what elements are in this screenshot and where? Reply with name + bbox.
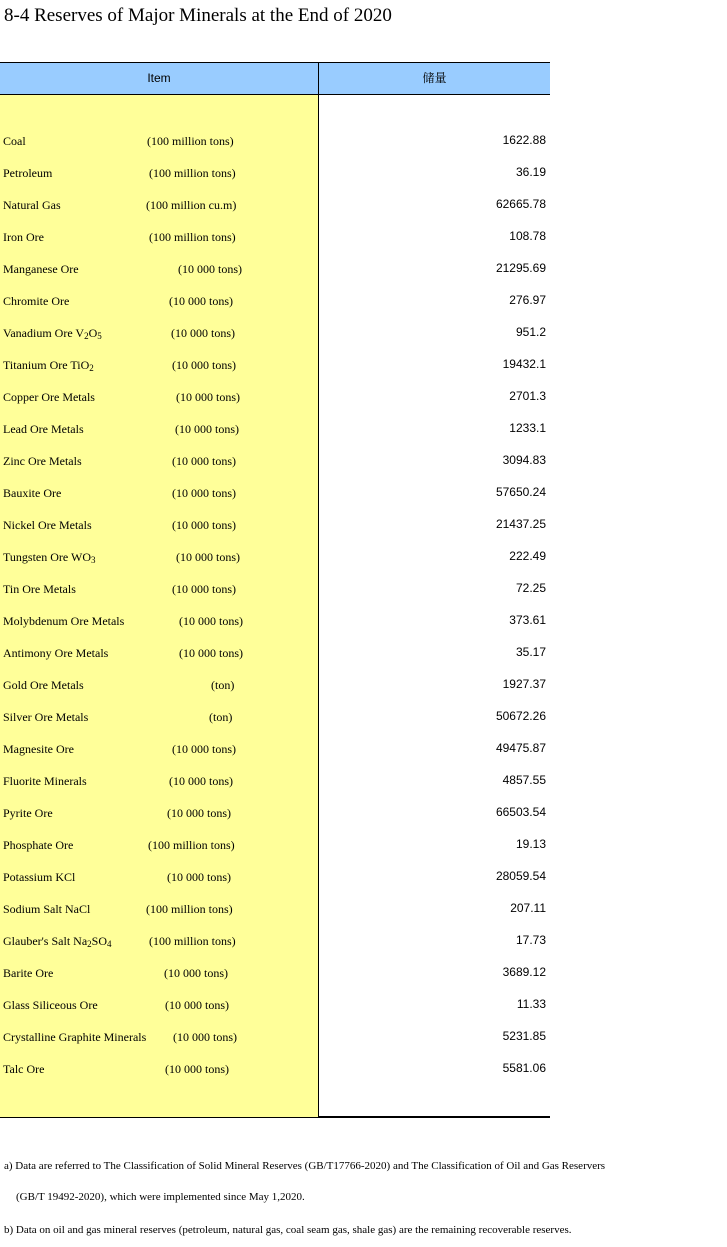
- mineral-name-text: Tin Ore Metals: [3, 582, 76, 596]
- mineral-name: [3, 134, 26, 149]
- unit-label: (100 million cu.m): [146, 198, 237, 212]
- unit-label: (10 000 tons): [172, 582, 236, 596]
- reserve-value: 3689.12: [502, 965, 546, 979]
- unit-label: (10 000 tons): [165, 1062, 229, 1076]
- unit-label: (100 million tons): [148, 838, 235, 852]
- table-row: [0, 478, 550, 510]
- table-row: [0, 382, 550, 414]
- mineral-name: [3, 966, 53, 981]
- table-row: [0, 734, 550, 766]
- mineral-name-text: Coal: [3, 134, 26, 148]
- mineral-name-text: Lead Ore Metals: [3, 422, 84, 436]
- unit-label: (100 million tons): [149, 934, 236, 948]
- unit-label: (100 million tons): [146, 902, 233, 916]
- footnote-a-line2: (GB/T 19492-2020), which were implemented since May 1,2020.: [16, 1191, 305, 1203]
- reserve-value: 62665.78: [495, 197, 546, 211]
- mineral-name: [3, 870, 75, 885]
- unit-label: (10 000 tons): [172, 518, 236, 532]
- mineral-name: [3, 774, 87, 789]
- table-row: [0, 638, 550, 670]
- mineral-name: [3, 486, 61, 501]
- reserve-value: 951.2: [515, 325, 546, 339]
- reserve-value: 21295.69: [495, 261, 546, 275]
- table-row: [0, 350, 550, 382]
- mineral-name-text: Petroleum: [3, 166, 53, 180]
- header-reserves: 储量: [422, 71, 447, 85]
- mineral-name: [3, 902, 90, 917]
- mineral-name-text: Silver Ore Metals: [3, 710, 89, 724]
- table-row: [0, 254, 550, 286]
- mineral-name-text: Glass Siliceous Ore: [3, 998, 98, 1012]
- table-row: [0, 894, 550, 926]
- reserve-value: 50672.26: [495, 709, 546, 723]
- mineral-name-text: Titanium Ore TiO: [3, 358, 90, 372]
- mineral-name-text: Phosphate Ore: [3, 838, 74, 852]
- table-row: [0, 126, 550, 158]
- mineral-name-text: Bauxite Ore: [3, 486, 62, 500]
- mineral-name-text: Tungsten Ore WO: [3, 550, 92, 564]
- reserve-value: 49475.87: [495, 741, 546, 755]
- mineral-name-text: Natural Gas: [3, 198, 61, 212]
- reserve-value: 19432.1: [502, 357, 546, 371]
- unit-label: (10 000 tons): [179, 614, 243, 628]
- table-row: [0, 958, 550, 990]
- table-row: [0, 990, 550, 1022]
- mineral-name: [3, 326, 102, 341]
- reserve-value: 72.25: [515, 581, 546, 595]
- mineral-name: [3, 710, 88, 725]
- mineral-name-text: Chromite Ore: [3, 294, 70, 308]
- mineral-name: [3, 262, 79, 277]
- reserve-value: 17.73: [515, 933, 546, 947]
- unit-label: (10 000 tons): [164, 966, 228, 980]
- mineral-name-text: Crystalline Graphite Minerals: [3, 1030, 147, 1044]
- table-row: [0, 670, 550, 702]
- footnote-a-line1: a) Data are referred to The Classification of Solid Mineral Reserves (GB/T17766-2020) and The Classification of Oil and Gas Reservers: [4, 1160, 606, 1172]
- mineral-name: [3, 518, 92, 533]
- unit-label: (ton): [211, 678, 235, 692]
- mineral-name: [3, 294, 69, 309]
- mineral-name: [3, 998, 98, 1013]
- subscript: 2: [89, 363, 94, 373]
- reserve-value: 28059.54: [495, 869, 546, 883]
- table-row: [0, 286, 550, 318]
- footnote-b: b) Data on oil and gas mineral reserves (petroleum, natural gas, coal seam gas, shale gas) are the remaining recoverable reserves.: [4, 1224, 572, 1236]
- unit-label: (10 000 tons): [167, 870, 231, 884]
- mineral-name-text: Vanadium Ore V: [3, 326, 85, 340]
- unit-label: (10 000 tons): [178, 262, 242, 276]
- mineral-name-text: Antimony Ore Metals: [3, 646, 109, 660]
- mineral-name-text: Zinc Ore Metals: [3, 454, 82, 468]
- mineral-name-text: Iron Ore: [3, 230, 44, 244]
- unit-label: (10 000 tons): [165, 998, 229, 1012]
- table-row: [0, 606, 550, 638]
- reserve-value: 373.61: [509, 613, 546, 627]
- unit-label: (10 000 tons): [172, 742, 236, 756]
- table-row: [0, 190, 550, 222]
- reserve-value: 2701.3: [509, 389, 546, 403]
- subscript: 2: [87, 939, 92, 949]
- formula-part: SO: [91, 934, 107, 948]
- reserve-value: 222.49: [509, 549, 546, 563]
- reserve-value: 36.19: [515, 165, 546, 179]
- table-row: [0, 414, 550, 446]
- reserve-value: 5581.06: [502, 1061, 546, 1075]
- mineral-name-text: Pyrite Ore: [3, 806, 53, 820]
- mineral-name: [3, 646, 108, 661]
- table-row: [0, 766, 550, 798]
- mineral-name-text: Glauber's Salt Na: [3, 934, 88, 948]
- table-row: [0, 1022, 550, 1054]
- unit-label: (100 million tons): [147, 134, 234, 148]
- unit-label: (100 million tons): [149, 230, 236, 244]
- reserve-value: 1927.37: [502, 677, 546, 691]
- formula-part: O: [88, 326, 98, 340]
- mineral-name: [3, 550, 96, 565]
- reserve-value: 108.78: [509, 229, 546, 243]
- table-row: [0, 318, 550, 350]
- header-item: Item: [147, 71, 171, 85]
- mineral-name: [3, 358, 94, 373]
- subscript: 2: [84, 331, 89, 341]
- reserve-value: 66503.54: [495, 805, 546, 819]
- table-header: [0, 63, 550, 95]
- mineral-name: [3, 454, 82, 469]
- table-row: [0, 510, 550, 542]
- table-row: [0, 862, 550, 894]
- subscript: 3: [91, 555, 96, 565]
- table-row: [0, 798, 550, 830]
- unit-label: (10 000 tons): [173, 1030, 237, 1044]
- subscript: 5: [97, 331, 102, 341]
- table-row: [0, 446, 550, 478]
- unit-label: (100 million tons): [149, 166, 236, 180]
- table-row: [0, 574, 550, 606]
- unit-label: (10 000 tons): [176, 390, 240, 404]
- unit-label: (10 000 tons): [167, 806, 231, 820]
- reserve-value: 1622.88: [502, 133, 546, 147]
- mineral-name-text: Barite Ore: [3, 966, 54, 980]
- reserve-value: 5231.85: [502, 1029, 546, 1043]
- mineral-name: [3, 390, 95, 405]
- reserve-value: 11.33: [516, 997, 546, 1011]
- mineral-name: [3, 166, 52, 181]
- reserve-value: 207.11: [510, 901, 546, 915]
- unit-label: (10 000 tons): [172, 358, 236, 372]
- mineral-name: [3, 198, 61, 213]
- mineral-name: [3, 1030, 146, 1045]
- mineral-name-text: Potassium KCl: [3, 870, 76, 884]
- reserve-value: 19.13: [515, 837, 546, 851]
- unit-label: (10 000 tons): [176, 550, 240, 564]
- table-row: [0, 542, 550, 574]
- reserve-value: 1233.1: [509, 421, 546, 435]
- mineral-name-text: Fluorite Minerals: [3, 774, 87, 788]
- reserve-value: 35.17: [515, 645, 546, 659]
- table-row: [0, 702, 550, 734]
- mineral-name-text: Gold Ore Metals: [3, 678, 84, 692]
- mineral-name: [3, 806, 53, 821]
- mineral-name-text: Nickel Ore Metals: [3, 518, 92, 532]
- reserve-value: 4857.55: [502, 773, 546, 787]
- unit-label: (10 000 tons): [179, 646, 243, 660]
- table-row: [0, 1054, 550, 1086]
- table-row: [0, 926, 550, 958]
- unit-label: (10 000 tons): [172, 486, 236, 500]
- reserves-table: [0, 62, 550, 1118]
- mineral-name: [3, 230, 44, 245]
- table-row: [0, 830, 550, 862]
- table-row: [0, 222, 550, 254]
- mineral-name-text: Molybdenum Ore Metals: [3, 614, 125, 628]
- mineral-name: [3, 678, 84, 693]
- unit-label: (10 000 tons): [172, 454, 236, 468]
- mineral-name: [3, 934, 111, 949]
- unit-label: (10 000 tons): [169, 294, 233, 308]
- reserve-value: 3094.83: [502, 453, 546, 467]
- mineral-name-text: Sodium Salt NaCl: [3, 902, 91, 916]
- reserve-value: 57650.24: [495, 485, 546, 499]
- unit-label: (ton): [209, 710, 233, 724]
- mineral-name: [3, 1062, 44, 1077]
- table-row: [0, 158, 550, 190]
- subscript: 4: [106, 939, 112, 949]
- mineral-name-text: Copper Ore Metals: [3, 390, 95, 404]
- unit-label: (10 000 tons): [169, 774, 233, 788]
- mineral-name: [3, 422, 84, 437]
- mineral-name: [3, 742, 74, 757]
- reserve-value: 21437.25: [495, 517, 546, 531]
- reserve-value: 276.97: [509, 293, 546, 307]
- mineral-name: [3, 582, 76, 597]
- page-title: 8-4 Reserves of Major Minerals at the End of 2020: [4, 5, 392, 26]
- unit-label: (10 000 tons): [171, 326, 235, 340]
- mineral-name-text: Magnesite Ore: [3, 742, 74, 756]
- unit-label: (10 000 tons): [175, 422, 239, 436]
- mineral-name: [3, 614, 124, 629]
- mineral-name-text: Manganese Ore: [3, 262, 79, 276]
- mineral-name-text: Talc Ore: [3, 1062, 45, 1076]
- mineral-name: [3, 838, 73, 853]
